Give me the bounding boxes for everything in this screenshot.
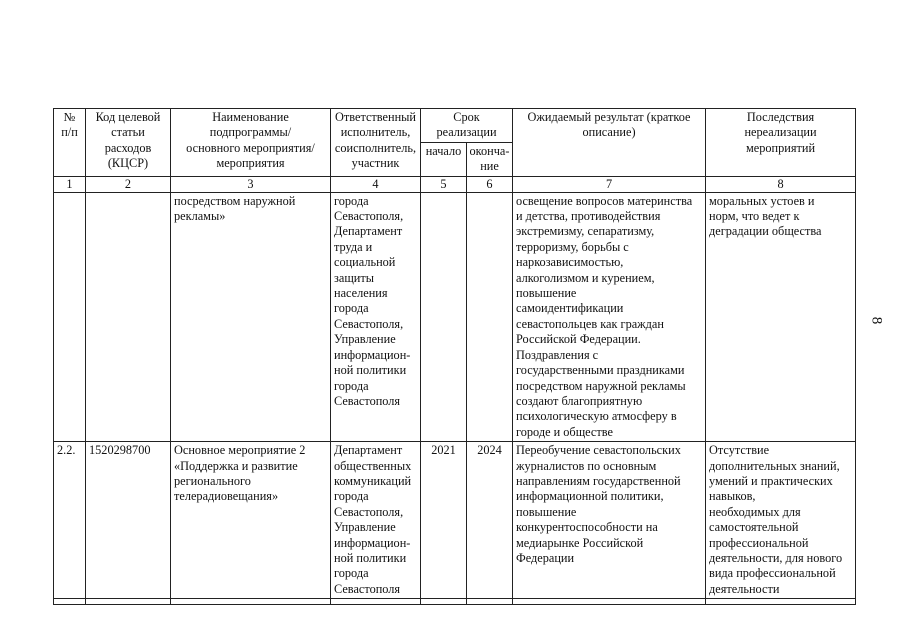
row-responsible: города Севастополя, Департамент труда и социальной защиты населения города Севастополя, Управление информацион- ной политики города Севастополя: [331, 192, 421, 442]
table-row-blank: [54, 599, 856, 605]
header-num: № п/п: [54, 109, 86, 177]
header-responsible: Ответственный исполнитель, соисполнитель, участник: [331, 109, 421, 177]
blank-cell: [331, 599, 421, 605]
row-start: 2021: [421, 442, 467, 599]
column-number: 8: [706, 176, 856, 192]
column-number: 6: [467, 176, 513, 192]
header-end: оконча- ние: [467, 142, 513, 176]
column-numbers-row: [54, 176, 856, 192]
column-number: 2: [86, 176, 171, 192]
row-end: [467, 192, 513, 442]
blank-cell: [706, 599, 856, 605]
column-number: 5: [421, 176, 467, 192]
row-responsible: Департамент общественных коммуникаций города Севастополя, Управление информацион- ной политики города Севастополя: [331, 442, 421, 599]
row-code: [86, 192, 171, 442]
blank-cell: [513, 599, 706, 605]
blank-cell: [421, 599, 467, 605]
header-start: начало: [421, 142, 467, 176]
program-table: [53, 108, 856, 605]
page-number: 8: [868, 316, 885, 325]
row-start: [421, 192, 467, 442]
row-num: 2.2.: [54, 442, 86, 599]
row-consequences: моральных устоев и норм, что ведет к деградации общества: [706, 192, 856, 442]
header-name: Наименование подпрограммы/ основного мероприятия/ мероприятия: [171, 109, 331, 177]
header-result: Ожидаемый результат (краткое описание): [513, 109, 706, 177]
header-code: Код целевой статьи расходов (КЦСР): [86, 109, 171, 177]
blank-cell: [54, 599, 86, 605]
row-code: 1520298700: [86, 442, 171, 599]
row-num: [54, 192, 86, 442]
column-number: 3: [171, 176, 331, 192]
table-row: [54, 192, 856, 442]
row-consequences: Отсутствие дополнительных знаний, умений и практических навыков, необходимых для самостоятельной профессиональной деятельности, для нового вида профессиональной деятельности: [706, 442, 856, 599]
header-row: [54, 109, 856, 143]
column-number: 1: [54, 176, 86, 192]
column-number: 4: [331, 176, 421, 192]
blank-cell: [171, 599, 331, 605]
row-result: освещение вопросов материнства и детства, противодействия экстремизму, сепаратизму, терроризму, борьбы с наркозависимостью, алкоголизмом и курением, повышение самоидентификации севастопольцев как граждан Российской Федерации. Поздравления с государственными праздниками посредством наружной рекламы создают благоприятную психологическую атмосферу в городе и обществе: [513, 192, 706, 442]
header-term: Срок реализации: [421, 109, 513, 143]
row-name: Основное мероприятие 2 «Поддержка и развитие регионального телерадиовещания»: [171, 442, 331, 599]
row-name: посредством наружной рекламы»: [171, 192, 331, 442]
table-row: [54, 442, 856, 599]
row-result: Переобучение севастопольских журналистов по основным направлениям государственной информационной политики, повышение конкурентоспособности на медиарынке Российской Федерации: [513, 442, 706, 599]
row-end: 2024: [467, 442, 513, 599]
blank-cell: [86, 599, 171, 605]
blank-cell: [467, 599, 513, 605]
column-number: 7: [513, 176, 706, 192]
header-consequences: Последствия нереализации мероприятий: [706, 109, 856, 177]
